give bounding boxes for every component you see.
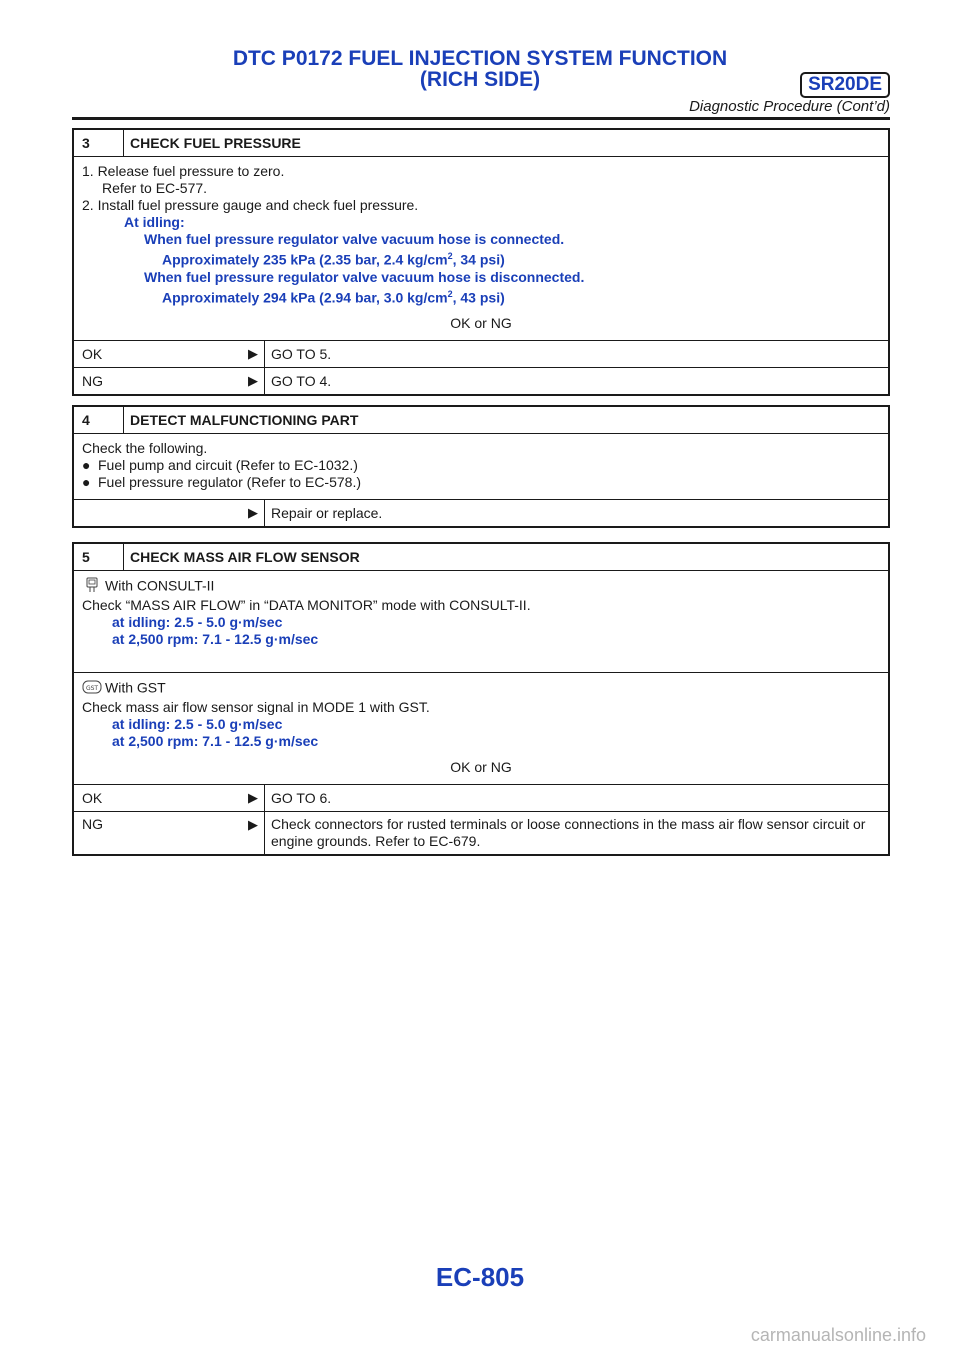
gst-heading-text: With GST — [105, 679, 166, 696]
gst-section — [74, 672, 888, 784]
consult-section — [74, 570, 888, 672]
instruction-line: 2. Install fuel pressure gauge and check fuel pressure. — [82, 197, 419, 213]
ok-or-ng-label: OK or NG — [450, 759, 512, 775]
engine-badge: SR20DE — [800, 72, 890, 98]
list-item-text: Fuel pump and circuit (Refer to EC-1032.) — [98, 457, 358, 473]
arrow-right-icon: ▶ — [248, 373, 258, 389]
spec-heading: At idling: — [124, 214, 185, 230]
superscript: 2 — [447, 251, 453, 261]
result-label — [74, 341, 264, 367]
result-action: Check connectors for rusted terminals or loose connections in the mass air flow sensor circuit or engine grounds. Refer to EC-679. — [264, 812, 888, 854]
result-action: GO TO 6. — [264, 785, 888, 811]
bullet-icon: ● — [82, 474, 91, 490]
result-label-text: OK — [82, 790, 103, 806]
result-action: GO TO 5. — [264, 341, 888, 367]
ok-or-ng-label: OK or NG — [450, 315, 512, 332]
gst-heading — [82, 679, 880, 699]
consult-tool-icon — [82, 577, 102, 597]
page-title-line1: DTC P0172 FUEL INJECTION SYSTEM FUNCTION — [232, 47, 728, 70]
result-label — [74, 500, 264, 526]
result-row — [74, 784, 888, 811]
step-5-box — [72, 542, 890, 856]
list-item-text: Fuel pressure regulator (Refer to EC-578.) — [98, 474, 361, 490]
instruction-line: 1. Release fuel pressure to zero. — [82, 163, 285, 179]
page-title-line2: (RICH SIDE) — [419, 68, 541, 91]
page-number: EC-805 — [435, 1262, 525, 1292]
result-row — [74, 340, 888, 367]
spec-condition: When fuel pressure regulator valve vacuum hose is disconnected. — [144, 268, 585, 285]
step-title: DETECT MALFUNCTIONING PART — [130, 412, 359, 428]
watermark: carmanualsonline.info — [750, 1325, 926, 1345]
result-row — [74, 367, 888, 394]
step-3-header — [74, 130, 888, 156]
arrow-right-icon: ▶ — [248, 505, 258, 520]
spec-value-text: , 43 psi) — [452, 289, 505, 306]
result-action: Repair or replace. — [264, 500, 888, 526]
spec-value — [82, 248, 880, 269]
spec-value-text: Approximately 235 kPa (2.35 bar, 2.4 kg/cm — [162, 251, 448, 268]
list-item — [82, 474, 880, 491]
instruction-line: Check the following. — [82, 440, 208, 456]
instruction-line: Check “MASS AIR FLOW” in “DATA MONITOR” mode with CONSULT-II. — [82, 597, 531, 613]
bullet-icon: ● — [82, 457, 91, 473]
instruction-line: Check mass air flow sensor signal in MODE 1 with GST. — [82, 699, 430, 715]
step-3-box — [72, 128, 890, 396]
gst-tool-icon — [82, 679, 102, 699]
spec-value: at 2,500 rpm: 7.1 - 12.5 g·m/sec — [112, 631, 319, 647]
result-row — [74, 499, 888, 526]
result-label-text: NG — [82, 373, 103, 390]
step-4-box — [72, 405, 890, 528]
step-number: 5 — [74, 544, 124, 570]
result-action: GO TO 4. — [264, 368, 888, 394]
result-label-text: NG — [82, 816, 103, 832]
spec-value — [82, 286, 880, 307]
arrow-right-icon: ▶ — [248, 346, 258, 362]
result-label — [74, 812, 264, 854]
superscript: 2 — [447, 288, 453, 299]
arrow-right-icon: ▶ — [248, 790, 258, 805]
result-label — [74, 785, 264, 811]
step-3-body — [74, 156, 888, 340]
step-5-header — [74, 544, 888, 570]
step-4-header — [74, 407, 888, 433]
spec-value: at 2,500 rpm: 7.1 - 12.5 g·m/sec — [112, 733, 319, 749]
spec-condition: When fuel pressure regulator valve vacuum hose is connected. — [144, 231, 565, 247]
result-label-text: OK — [82, 346, 103, 363]
result-row — [74, 811, 888, 854]
step-title: CHECK FUEL PRESSURE — [130, 135, 301, 151]
instruction-line: Refer to EC-577. — [102, 180, 208, 196]
spec-value: at idling: 2.5 - 5.0 g·m/sec — [112, 614, 283, 630]
step-title: CHECK MASS AIR FLOW SENSOR — [130, 549, 360, 565]
spec-value: at idling: 2.5 - 5.0 g·m/sec — [112, 716, 283, 732]
step-number: 4 — [74, 407, 124, 433]
step-4-body — [74, 433, 888, 499]
step-number: 3 — [74, 130, 124, 156]
consult-heading-text: With CONSULT-II — [105, 577, 215, 594]
page-subtitle: Diagnostic Procedure (Cont’d) — [689, 98, 890, 115]
spec-value-text: Approximately 294 kPa (2.94 bar, 3.0 kg/cm — [162, 289, 448, 306]
arrow-right-icon: ▶ — [248, 817, 258, 832]
result-label — [74, 368, 264, 394]
list-item — [82, 457, 880, 474]
consult-heading — [82, 577, 880, 597]
gst-icon-label: GST — [85, 685, 99, 692]
spec-value-text: , 34 psi) — [452, 251, 505, 268]
header-rule — [72, 117, 890, 120]
